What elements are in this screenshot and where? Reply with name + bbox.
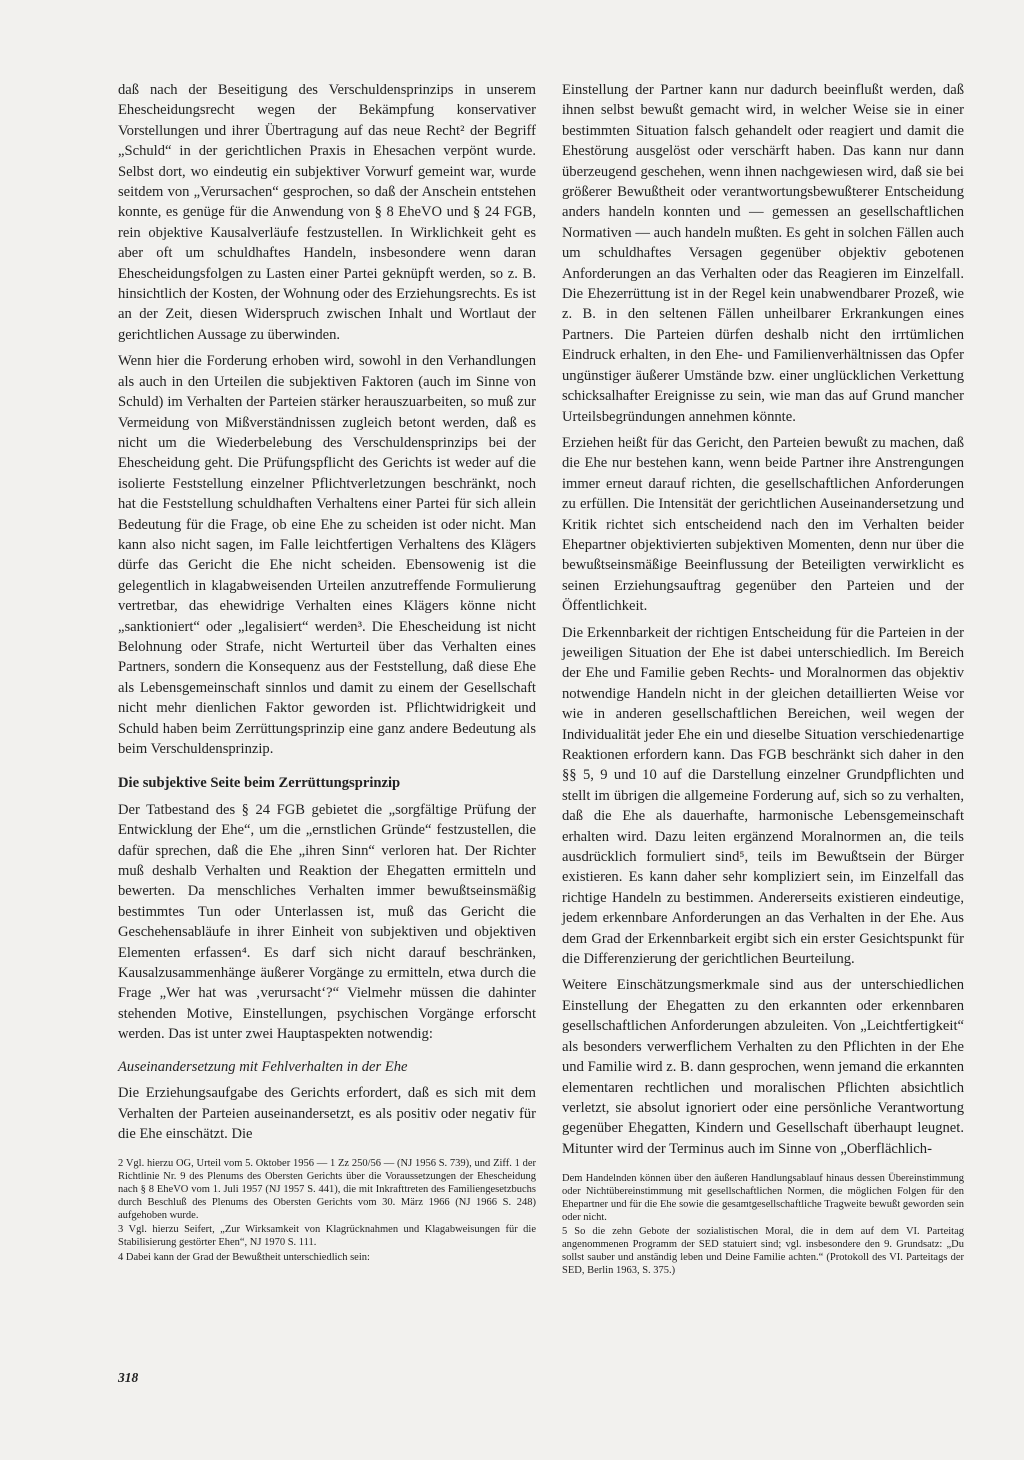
paragraph: Wenn hier die Forderung erhoben wird, sowohl in den Verhandlungen als auch in den Urteilen die subjektiven Faktoren (auch im Sinne von Schuld) im Verhalten der Parteien stärker herauszuarbeiten, so muß zur Vermeidung von Mißverständnissen zugleich betont werden, daß es nicht um die Wiederbelebung des Verschuldensprinzips bei der Ehescheidung geht. Die Prüfungspflicht des Gerichts ist weder auf die isolierte Feststellung einzelner Pflichtverletzungen beschränkt, noch hat die Feststellung schuldhaften Verhaltens einer Partei für sich allein Bedeutung für die Frage, ob eine Ehe zu scheiden ist oder nicht. Man kann also nicht sagen, im Falle leichtfertigen Verhaltens des Klägers dürfe das Gericht die Ehe nicht scheiden. Ebensowenig ist die gelegentlich in klagabweisenden Urteilen anzutreffende Formulierung vertretbar, das ehewidrige Verhalten eines Klägers könne nicht „sanktioniert“ oder „legalisiert“ werden³. Die Ehescheidung ist nicht Belohnung oder Strafe, nicht Werturteil über das Verhalten eines Partners, sondern die Konsequenz aus der Feststellung, daß diese Ehe als Lebensgemeinschaft sinnlos und damit zu einem der Gesellschaft nicht mehr dienlichen Faktor geworden ist. Pflichtwidrigkeit und Schuld haben beim Zerrüttungsprinzip eine ganz andere Bedeutung als beim Verschuldensprinzip. (118, 353, 536, 757)
footnote: 5 So die zehn Gebote der sozialistischen Moral, die in dem auf dem VI. Parteitag angenommenen Programm der SED statuiert sind; vgl. insbesondere den 9. Grundsatz: „Du sollst sauber und anständig leben und Deine Familie achten.“ (Protokoll des VI. Parteitags der SED, Berlin 1963, S. 375.) (562, 1226, 964, 1276)
section-heading: Die subjektive Seite beim Zerrüttungsprinzip (118, 775, 401, 792)
paragraph: Weitere Einschätzungsmerkmale sind aus der unterschiedlichen Einstellung der Ehegatten zu den erkannten oder erkennbaren gesellschaftlichen Anforderungen abzuleiten. Von „Leichtfertigkeit“ als besonders verwerflichem Verhalten zu den Pflichten in der Ehe und Familie wird z. B. dann gesprochen, wenn jemand die erkannten elementaren rechtlichen und moralischen Pflichten absichtlich verletzt, sie absolut ignoriert oder eine persönliche Verantwortung gegenüber Ehegatten, Kindern und Gesellschaft überhaupt leugnet. Mitunter wird der Terminus auch im Sinne von „Oberflächlich- (562, 977, 964, 1157)
footnotes (562, 1173, 964, 1277)
paragraph: Die Erkennbarkeit der richtigen Entscheidung für die Parteien in der jeweiligen Situation der Ehe ist dabei unterschiedlich. Im Bereich der Ehe und Familie geben Rechts- und Moralnormen das objektiv notwendige Handeln nicht in der gleichen detaillierten Weise vor wie in anderen gesellschaftlichen Bereichen, weil wegen der Individualität jeder Ehe ein und dieselbe Situation verschiedenartige Reaktionen erfordern kann. Das FGB beschränkt sich daher in den §§ 5, 9 und 10 auf die Darstellung einzelner Grundpflichten und stellt im übrigen die allgemeine Forderung auf, sich so zu verhalten, daß die Ehe als dauerhafte, harmonische Lebensgemeinschaft erhalten wird. Dazu leiten ergänzend Moralnormen an, die teils ausdrücklich formuliert sind⁵, teils im Bewußtsein der Bürger existieren. Es kann daher sehr kompliziert sein, im Einzelfall das richtige Handeln zu bestimmen. Andererseits existieren eindeutige, jedem erkennbare Anforderungen an das Verhalten in der Ehe. Aus dem Grad der Erkennbarkeit ergibt sich ein erster Gesichtspunkt für die Differenzierung der gerichtlichen Beurteilung. (562, 624, 964, 968)
footnotes (118, 1158, 536, 1264)
paragraph: Erziehen heißt für das Gericht, den Parteien bewußt zu machen, daß die Ehe nur bestehen kann, wenn beide Partner ihre Anstrengungen immer erneut darauf richten, die gesellschaftlichen Anforderungen zu erfüllen. Die Intensität der gerichtlichen Auseinandersetzung und Kritik richtet sich entscheidend nach den im Verhalten beider Ehepartner objektivierten subjektiven Momenten, denn nur über die bewußtseinsmäßige Beeinflussung der Beteiligten verwirklicht es seinen Erziehungsauftrag gegenüber den Parteien und der Öffentlichkeit. (562, 434, 964, 615)
paragraph: Der Tatbestand des § 24 FGB gebietet die „sorgfältige Prüfung der Entwicklung der Ehe“, um die „ernstlichen Gründe“ festzustellen, die dafür sprechen, daß die Ehe „ihren Sinn“ verloren hat. Der Richter muß deshalb Verhalten und Reaktion der Ehegatten ermitteln und bewerten. Da menschliches Verhalten immer bewußtseinsmäßig bestimmtes Tun oder Unterlassen ist, muß das Gericht die Geschehensabläufe in ihrer Einheit von subjektiven und objektiven Elementen erfassen⁴. Es darf sich nicht darauf beschränken, Kausalzusammenhänge äußerer Vorgänge zu ermitteln, etwa durch die Frage „Wer hat was ‚verursacht‘?“ Vielmehr müssen die dahinter stehenden Motive, Einstellungen, psychischen Vorgänge erforscht werden. Das ist unter zwei Hauptaspekten notwendig: (118, 801, 536, 1043)
paragraph: Die Erziehungsaufgabe des Gerichts erfordert, daß es sich mit dem Verhalten der Parteien auseinandersetzt, es als positiv oder negativ für die Ehe einschätzt. Die (118, 1085, 536, 1142)
paragraph: daß nach der Beseitigung des Verschuldensprinzips in unserem Ehescheidungsrecht wegen der Bekämpfung konservativer Vorstellungen und ihrer Übertragung auf das neue Recht² der Begriff „Schuld“ in der gerichtlichen Praxis in Ehesachen verpönt wurde. Selbst dort, wo eindeutig ein subjektiver Vorwurf gemeint war, wurde seitdem von „Verursachen“ gesprochen, so daß der Anschein entstehen konnte, es genüge für die Anwendung von § 8 EheVO und § 24 FGB, rein objektive Kausalverläufe festzustellen. In Wirklichkeit geht es aber oft um schuldhaftes Handeln, insbesondere wenn daran Ehescheidungsfolgen zu Lasten einer Partei geknüpft werden, so z. B. hinsichtlich der Kosten, der Wohnung oder des Erziehungsrechts. Es ist an der Zeit, diesen Widerspruch zwischen Inhalt und Wortlaut der gerichtlichen Aussage zu überwinden. (118, 82, 536, 343)
page-number: 318 (118, 1370, 139, 1385)
footnote: Dem Handelnden können über den äußeren Handlungsablauf hinaus dessen Übereinstimmung oder Nichtübereinstimmung mit gesellschaftlichen Normen, die möglichen Folgen für den Ehepartner und für die Ehe sowie die gesamtgesellschaftliche Tragweite bewußt geworden sein oder nicht. (562, 1173, 964, 1223)
footnote: 2 Vgl. hierzu OG, Urteil vom 5. Oktober 1956 — 1 Zz 250/56 — (NJ 1956 S. 739), und Ziff. 1 der Richtlinie Nr. 9 des Plenums des Obersten Gerichts über die Voraussetzungen der Ehescheidung nach § 8 EheVO vom 1. Juli 1957 (NJ 1957 S. 441), die mit Inkrafttreten des Familiengesetzbuchs durch Beschluß des Plenums des Obersten Gerichts vom 30. März 1966 (NJ 1966 S. 248) aufgehoben wurde. (118, 1158, 536, 1221)
right-column (562, 80, 964, 1280)
left-column (118, 80, 536, 1267)
footnote: 4 Dabei kann der Grad der Bewußtheit unterschiedlich sein: (118, 1251, 370, 1263)
subsection-heading: Auseinandersetzung mit Fehlverhalten in der Ehe (118, 1058, 408, 1075)
footnote: 3 Vgl. hierzu Seifert, „Zur Wirksamkeit von Klagrücknahmen und Klagabweisungen für die Stabilisierung gestörter Ehen“, NJ 1970 S. 111. (118, 1224, 536, 1249)
paragraph: Einstellung der Partner kann nur dadurch beeinflußt werden, daß ihnen selbst bewußt gemacht wird, in welcher Weise sie in einer bestimmten Situation falsch gehandelt oder reagiert und damit die Ehestörung ausgelöst oder verschärft haben. Das kann nur dann überzeugend geschehen, wenn ihnen nachgewiesen wird, daß sie bei größerer Bewußtheit oder verantwortungsbewußterer Entscheidung anders handeln konnten und — gemessen an gesellschaftlichen Normativen — auch handeln mußten. Es geht in solchen Fällen auch um schuldhaftes Versagen gegenüber objektiv gebotenen Anforderungen an das Verhalten oder das Reagieren im Einzelfall. Die Ehezerrüttung ist in der Regel kein unabwendbarer Prozeß, wie z. B. in den seltenen Fällen unheilbarer Erkrankungen eines Partners. Die Parteien dürfen deshalb nicht den irrtümlichen Eindruck erhalten, in den Ehe- und Familienverhältnissen das Opfer ungünstiger äußerer Umstände bzw. einer unglücklichen Verkettung schicksalhafter Ereignisse zu sein, wie man das auf Grund mancher Urteilsbegründungen annehmen könnte. (562, 82, 964, 425)
